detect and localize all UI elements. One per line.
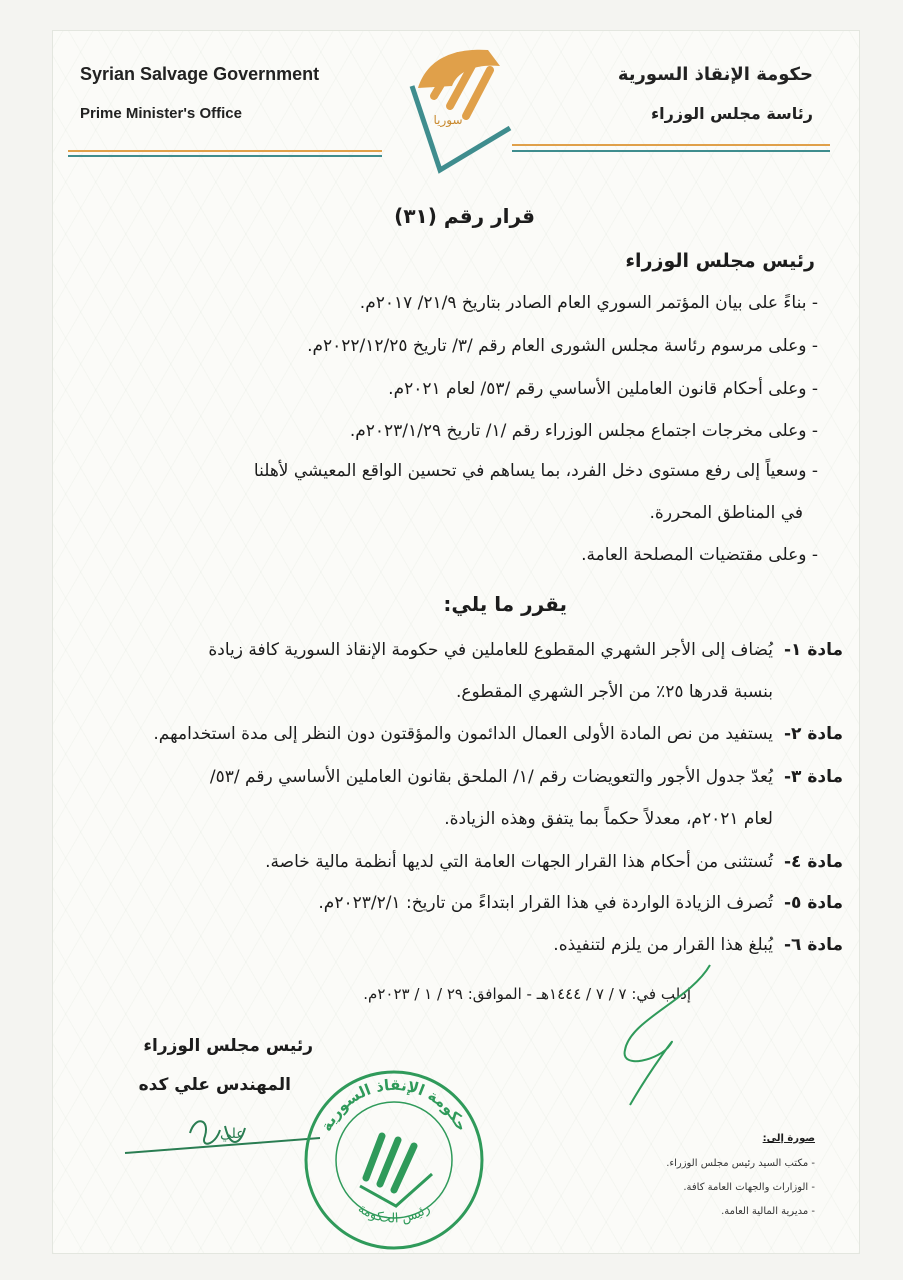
issuer-heading: رئيس مجلس الوزراء	[625, 250, 815, 272]
article-text: تُصرف الزيادة الواردة في هذا القرار ابتداءً من تاريخ: ٢٠٢٣/٢/١م.	[318, 893, 773, 913]
signatory-title: رئيس مجلس الوزراء	[143, 1036, 313, 1056]
article-label: مادة ١-	[783, 640, 843, 660]
copies-item: - الوزارات والجهات العامة كافة.	[683, 1182, 815, 1193]
article-text: يُعدّ جدول الأجور والتعويضات رقم /١/ الملحق بقانون العاملين الأساسي رقم /٥٣/	[209, 767, 773, 787]
article-label: مادة ٤-	[783, 852, 843, 872]
copies-item: - مكتب السيد رئيس مجلس الوزراء.	[666, 1158, 815, 1169]
official-stamp	[300, 1066, 488, 1254]
preamble-line: في المناطق المحررة.	[649, 503, 803, 523]
header-rule-right-teal	[512, 150, 830, 152]
copies-item: - مديرية المالية العامة.	[721, 1206, 815, 1217]
article-text: لعام ٢٠٢١م، معدلاً حكماً بما يتفق وهذه الزيادة.	[444, 809, 773, 829]
preamble-line: - وسعياً إلى رفع مستوى دخل الفرد، بما يساهم في تحسين الواقع المعيشي لأهلنا	[253, 461, 818, 481]
article-text: يُبلغ هذا القرار من يلزم لتنفيذه.	[553, 935, 773, 955]
header-ar-title: حكومة الإنقاذ السورية	[617, 64, 813, 85]
header-rule-left-orange	[68, 150, 382, 152]
preamble-line: - وعلى مرسوم رئاسة مجلس الشورى العام رقم /٣/ تاريخ ٢٠٢٢/١٢/٢٥م.	[307, 336, 818, 356]
article-label: مادة ٢-	[783, 724, 843, 744]
stamp-bottom-text: رئيس الحكومة	[355, 1201, 433, 1227]
preamble-line: - وعلى أحكام قانون العاملين الأساسي رقم /٥٣/ لعام ٢٠٢١م.	[388, 379, 818, 399]
article-label: مادة ٣-	[783, 767, 843, 787]
copies-heading: صورة إلى:	[762, 1133, 815, 1144]
logo-text: سوريا	[433, 113, 463, 127]
header-rule-right-orange	[512, 144, 830, 146]
signatory-name: المهندس علي كده	[138, 1075, 291, 1095]
preamble-line: - وعلى مقتضيات المصلحة العامة.	[581, 545, 818, 565]
preamble-line: - وعلى مخرجات اجتماع مجلس الوزراء رقم /١/ تاريخ ٢٠٢٣/١/٢٩م.	[349, 421, 818, 441]
article-label: مادة ٥-	[783, 893, 843, 913]
header-ar-subtitle: رئاسة مجلس الوزراء	[651, 104, 813, 123]
handwritten-signature	[120, 1108, 330, 1168]
signature-text: علي	[220, 1126, 245, 1142]
preamble-line: - بناءً على بيان المؤتمر السوري العام الصادر بتاريخ ٢١/٩/ ٢٠١٧م.	[359, 293, 818, 313]
article-label: مادة ٦-	[783, 935, 843, 955]
svg-text:حكومة الإنقاذ السورية	[317, 1076, 471, 1134]
date-line: إدلب في: ٧ / ٧ / ١٤٤٤هـ - الموافق: ٢٩ / ١ / ٢٠٢٣م.	[363, 985, 691, 1003]
article-text: تُستثنى من أحكام هذا القرار الجهات العامة التي لديها أنظمة مالية خاصة.	[265, 852, 773, 872]
header-en-subtitle: Prime Minister's Office	[80, 105, 242, 122]
header-rule-left-teal	[68, 155, 382, 157]
signature-scribble	[600, 960, 720, 1110]
header-en-title: Syrian Salvage Government	[80, 64, 320, 84]
decision-title: قرار رقم (٣١)	[394, 204, 535, 228]
article-text: يُضاف إلى الأجر الشهري المقطوع للعاملين في حكومة الإنقاذ السورية كافة زيادة	[208, 640, 773, 660]
government-logo	[388, 36, 518, 176]
article-text: يستفيد من نص المادة الأولى العمال الدائمون والمؤقتون دون النظر إلى مدة استخدامهم.	[153, 724, 773, 744]
article-text: بنسبة قدرها ٢٥٪ من الأجر الشهري المقطوع.	[455, 682, 773, 702]
stamp-top-text: حكومة الإنقاذ السورية	[317, 1075, 471, 1135]
decides-heading: يقرر ما يلي:	[443, 592, 567, 616]
